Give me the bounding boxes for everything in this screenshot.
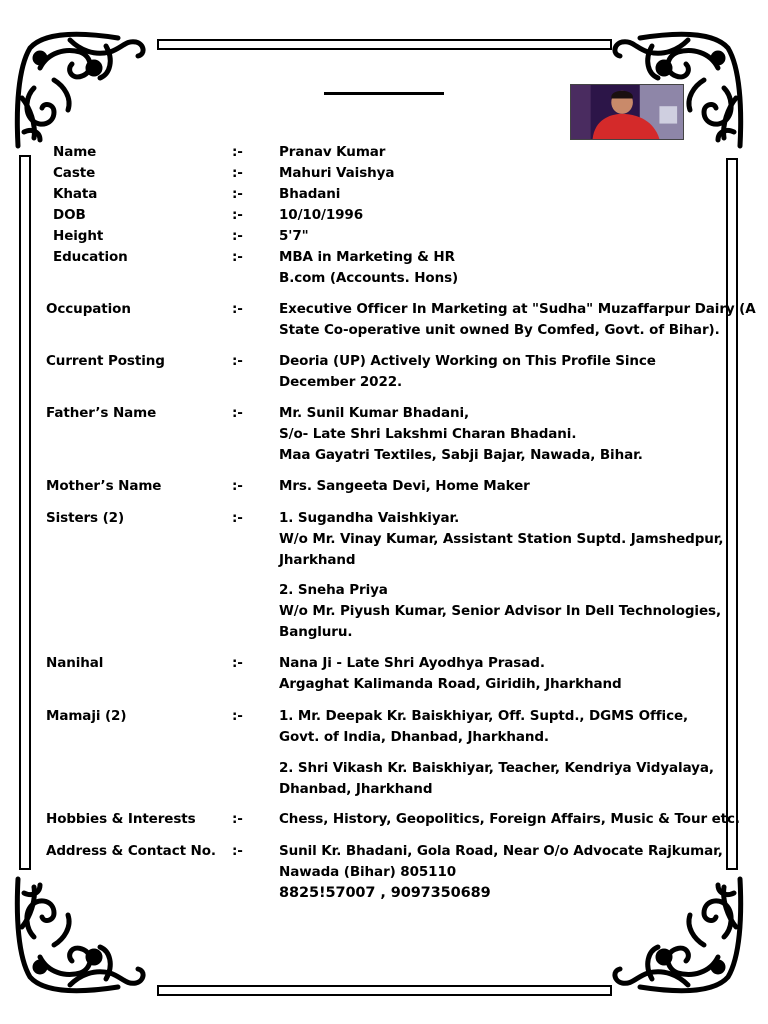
bottom-border-bar [157, 985, 612, 996]
value-dob: 10/10/1996 [279, 207, 364, 223]
corner-ornament-bottom-left [10, 872, 150, 997]
value-sister-line: 2. Sneha Priya [279, 582, 388, 598]
label-khata: Khata [53, 186, 98, 202]
value-address-line: Nawada (Bihar) 805110 [279, 864, 457, 880]
label-dob: DOB [53, 207, 86, 223]
value-address-line: Sunil Kr. Bhadani, Gola Road, Near O/o Advocate Rajkumar, [279, 843, 723, 859]
separator: :- [232, 207, 243, 223]
label-education: Education [53, 249, 128, 265]
separator: :- [232, 186, 243, 202]
value-current-posting-line: Deoria (UP) Actively Working on This Profile Since [279, 353, 656, 369]
separator: :- [232, 144, 243, 160]
label-hobbies: Hobbies & Interests [46, 811, 196, 827]
corner-ornament-bottom-right [608, 872, 748, 997]
value-father-line: Mr. Sunil Kumar Bhadani, [279, 405, 470, 421]
label-sisters: Sisters (2) [46, 510, 125, 526]
value-sister-line: W/o Mr. Piyush Kumar, Senior Advisor In Dell Technologies, [279, 603, 721, 619]
value-name: Pranav Kumar [279, 144, 386, 160]
value-mamaji-line: Govt. of India, Dhanbad, Jharkhand. [279, 729, 549, 745]
separator: :- [232, 165, 243, 181]
label-mother: Mother’s Name [46, 478, 162, 494]
value-sister-line: Bangluru. [279, 624, 353, 640]
label-height: Height [53, 228, 104, 244]
separator: :- [232, 249, 243, 265]
value-current-posting-line: December 2022. [279, 374, 403, 390]
label-current-posting: Current Posting [46, 353, 165, 369]
value-occupation-line: State Co-operative unit owned By Comfed, Govt. of Bihar). [279, 322, 720, 338]
separator: :- [232, 478, 243, 494]
value-mother: Mrs. Sangeeta Devi, Home Maker [279, 478, 530, 494]
value-father-line: Maa Gayatri Textiles, Sabji Bajar, Nawada, Bihar. [279, 447, 643, 463]
right-border-bar [726, 158, 738, 870]
value-education-line: MBA in Marketing & HR [279, 249, 455, 265]
value-father-line: S/o- Late Shri Lakshmi Charan Bhadani. [279, 426, 577, 442]
value-sister-line: W/o Mr. Vinay Kumar, Assistant Station Suptd. Jamshedpur, [279, 531, 724, 547]
separator: :- [232, 843, 243, 859]
label-occupation: Occupation [46, 301, 131, 317]
label-nanihal: Nanihal [46, 655, 104, 671]
value-mamaji-line: Dhanbad, Jharkhand [279, 781, 433, 797]
value-contact-numbers: 8825!57007 , 9097350689 [279, 885, 491, 901]
separator: :- [232, 405, 243, 421]
separator: :- [232, 228, 243, 244]
value-height: 5'7" [279, 228, 309, 244]
label-father: Father’s Name [46, 405, 157, 421]
value-occupation-line: Executive Officer In Marketing at "Sudha" Muzaffarpur Dairy (A [279, 301, 756, 317]
top-border-bar [157, 39, 612, 50]
value-sister-line: Jharkhand [279, 552, 356, 568]
separator: :- [232, 301, 243, 317]
value-hobbies: Chess, History, Geopolitics, Foreign Affairs, Music & Tour etc. [279, 811, 740, 827]
value-sister-line: 1. Sugandha Vaishkiyar. [279, 510, 460, 526]
profile-photo [570, 84, 684, 140]
value-nanihal-line: Nana Ji - Late Shri Ayodhya Prasad. [279, 655, 545, 671]
label-mamaji: Mamaji (2) [46, 708, 127, 724]
value-khata: Bhadani [279, 186, 341, 202]
separator: :- [232, 811, 243, 827]
separator: :- [232, 510, 243, 526]
value-mamaji-line: 2. Shri Vikash Kr. Baiskhiyar, Teacher, Kendriya Vidyalaya, [279, 760, 714, 776]
value-nanihal-line: Argaghat Kalimanda Road, Giridih, Jharkhand [279, 676, 622, 692]
value-education-line: B.com (Accounts. Hons) [279, 270, 459, 286]
left-border-bar [19, 155, 31, 870]
separator: :- [232, 708, 243, 724]
separator: :- [232, 353, 243, 369]
corner-ornament-top-left [10, 28, 150, 153]
label-name: Name [53, 144, 97, 160]
label-caste: Caste [53, 165, 96, 181]
value-caste: Mahuri Vaishya [279, 165, 395, 181]
separator: :- [232, 655, 243, 671]
value-mamaji-line: 1. Mr. Deepak Kr. Baiskhiyar, Off. Suptd., DGMS Office, [279, 708, 689, 724]
label-address: Address & Contact No. [46, 843, 216, 859]
title-underline [324, 92, 444, 95]
